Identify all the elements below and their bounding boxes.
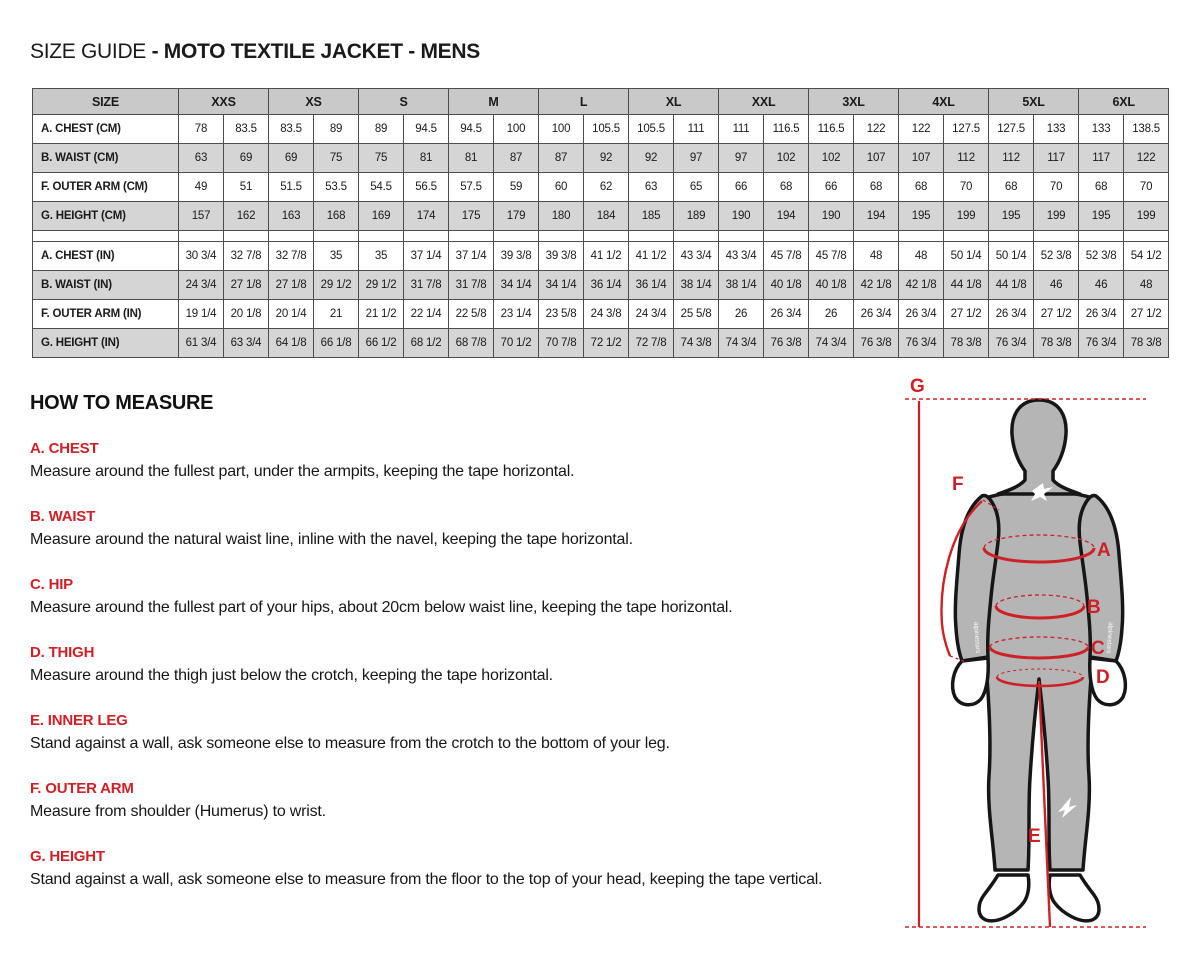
spacer-cell — [449, 231, 494, 242]
table-cell: 31 7/8 — [449, 271, 494, 300]
spacer-cell — [854, 231, 899, 242]
measure-section-heading: A. CHEST — [30, 440, 99, 457]
table-cell: 111 — [674, 115, 719, 144]
figure-label-a: A — [1097, 540, 1111, 561]
table-cell: 100 — [494, 115, 539, 144]
table-cell: 48 — [854, 242, 899, 271]
table-cell: 105.5 — [629, 115, 674, 144]
spacer-cell — [1124, 231, 1169, 242]
table-cell: 127.5 — [989, 115, 1034, 144]
table-cell: 24 3/4 — [629, 300, 674, 329]
right-forearm-logo: alpinestars — [1104, 621, 1114, 654]
table-cell: 194 — [854, 202, 899, 231]
table-cell: 87 — [539, 144, 584, 173]
table-cell: 19 1/4 — [179, 300, 224, 329]
measure-section-heading: F. OUTER ARM — [30, 780, 134, 797]
table-cell: 51 — [224, 173, 269, 202]
table-cell: 26 — [809, 300, 854, 329]
table-cell: 175 — [449, 202, 494, 231]
table-cell: 76 3/4 — [989, 329, 1034, 358]
table-cell: 87 — [494, 144, 539, 173]
table-cell: 117 — [1034, 144, 1079, 173]
row-label: G. HEIGHT (CM) — [33, 202, 179, 231]
table-cell: 45 7/8 — [809, 242, 854, 271]
spacer-cell — [719, 231, 764, 242]
measure-section-text: Measure around the natural waist line, inline with the navel, keeping the tape horizontal. — [30, 531, 633, 548]
table-cell: 68 — [989, 173, 1034, 202]
table-cell: 157 — [179, 202, 224, 231]
table-cell: 116.5 — [809, 115, 854, 144]
table-cell: 65 — [674, 173, 719, 202]
size-header-3xl: 3XL — [809, 89, 899, 115]
table-cell: 78 3/8 — [944, 329, 989, 358]
table-cell: 66 1/8 — [314, 329, 359, 358]
size-table — [32, 88, 1169, 358]
size-header-l: L — [539, 89, 629, 115]
table-cell: 44 1/8 — [944, 271, 989, 300]
measure-section — [30, 848, 900, 891]
table-cell: 26 3/4 — [989, 300, 1034, 329]
table-cell: 74 3/4 — [719, 329, 764, 358]
spacer-cell — [989, 231, 1034, 242]
table-cell: 48 — [1124, 271, 1169, 300]
figure-label-b: B — [1087, 597, 1101, 618]
table-cell: 133 — [1079, 115, 1124, 144]
table-cell: 53.5 — [314, 173, 359, 202]
size-header-5xl: 5XL — [989, 89, 1079, 115]
table-cell: 26 3/4 — [764, 300, 809, 329]
table-cell: 107 — [899, 144, 944, 173]
table-cell: 26 3/4 — [854, 300, 899, 329]
table-cell: 74 3/8 — [674, 329, 719, 358]
table-row — [33, 271, 1169, 300]
table-cell: 27 1/2 — [1124, 300, 1169, 329]
table-cell: 70 — [1124, 173, 1169, 202]
table-cell: 22 5/8 — [449, 300, 494, 329]
table-cell: 74 3/4 — [809, 329, 854, 358]
table-cell: 76 3/8 — [854, 329, 899, 358]
size-column-header: SIZE — [33, 89, 179, 115]
spacer-cell — [539, 231, 584, 242]
left-forearm-logo: alpinestars — [972, 621, 982, 654]
body-left-foot — [979, 875, 1029, 921]
table-cell: 68 — [1079, 173, 1124, 202]
table-cell: 32 7/8 — [269, 242, 314, 271]
table-cell: 59 — [494, 173, 539, 202]
table-cell: 185 — [629, 202, 674, 231]
measure-section — [30, 780, 900, 823]
row-label: A. CHEST (CM) — [33, 115, 179, 144]
table-cell: 199 — [1124, 202, 1169, 231]
table-cell: 194 — [764, 202, 809, 231]
table-cell: 44 1/8 — [989, 271, 1034, 300]
table-cell: 94.5 — [449, 115, 494, 144]
table-cell: 35 — [314, 242, 359, 271]
table-cell: 66 1/2 — [359, 329, 404, 358]
table-cell: 38 1/4 — [674, 271, 719, 300]
table-cell: 69 — [269, 144, 314, 173]
table-cell: 69 — [224, 144, 269, 173]
table-cell: 32 7/8 — [224, 242, 269, 271]
table-cell: 122 — [854, 115, 899, 144]
table-cell: 97 — [674, 144, 719, 173]
table-cell: 29 1/2 — [314, 271, 359, 300]
table-cell: 30 3/4 — [179, 242, 224, 271]
table-cell: 76 3/4 — [1079, 329, 1124, 358]
table-cell: 25 5/8 — [674, 300, 719, 329]
table-cell: 40 1/8 — [809, 271, 854, 300]
spacer-cell — [33, 231, 179, 242]
spacer-cell — [1034, 231, 1079, 242]
measure-section-heading: C. HIP — [30, 576, 73, 593]
table-cell: 78 — [179, 115, 224, 144]
measure-sections — [30, 440, 900, 891]
table-cell: 26 — [719, 300, 764, 329]
table-cell: 34 1/4 — [494, 271, 539, 300]
table-cell: 72 1/2 — [584, 329, 629, 358]
table-cell: 20 1/4 — [269, 300, 314, 329]
table-cell: 100 — [539, 115, 584, 144]
table-cell: 195 — [989, 202, 1034, 231]
figure-label-f: F — [952, 474, 964, 495]
table-cell: 20 1/8 — [224, 300, 269, 329]
table-cell: 54.5 — [359, 173, 404, 202]
table-cell: 70 1/2 — [494, 329, 539, 358]
table-cell: 97 — [719, 144, 764, 173]
table-cell: 78 3/8 — [1034, 329, 1079, 358]
table-cell: 189 — [674, 202, 719, 231]
table-cell: 117 — [1079, 144, 1124, 173]
table-cell: 111 — [719, 115, 764, 144]
table-cell: 190 — [719, 202, 764, 231]
spacer-cell — [314, 231, 359, 242]
table-row — [33, 242, 1169, 271]
table-cell: 179 — [494, 202, 539, 231]
table-cell: 68 7/8 — [449, 329, 494, 358]
table-row — [33, 115, 1169, 144]
spacer-cell — [269, 231, 314, 242]
table-cell: 92 — [584, 144, 629, 173]
spacer-cell — [224, 231, 269, 242]
table-cell: 78 3/8 — [1124, 329, 1169, 358]
table-cell: 122 — [1124, 144, 1169, 173]
row-label: B. WAIST (IN) — [33, 271, 179, 300]
table-cell: 45 7/8 — [764, 242, 809, 271]
table-cell: 64 1/8 — [269, 329, 314, 358]
table-cell: 94.5 — [404, 115, 449, 144]
row-label: G. HEIGHT (IN) — [33, 329, 179, 358]
table-row — [33, 144, 1169, 173]
table-cell: 43 3/4 — [719, 242, 764, 271]
table-cell: 52 3/8 — [1079, 242, 1124, 271]
figure-label-e: E — [1028, 826, 1041, 847]
size-header-xxl: XXL — [719, 89, 809, 115]
table-spacer-row — [33, 231, 1169, 242]
body-left-hand — [953, 658, 989, 705]
table-cell: 163 — [269, 202, 314, 231]
table-cell: 89 — [359, 115, 404, 144]
table-cell: 76 3/8 — [764, 329, 809, 358]
table-cell: 102 — [764, 144, 809, 173]
spacer-cell — [584, 231, 629, 242]
table-cell: 42 1/8 — [899, 271, 944, 300]
measure-section-text: Measure around the fullest part of your hips, about 20cm below waist line, keeping the tape horizontal. — [30, 599, 733, 616]
measure-section-heading: D. THIGH — [30, 644, 95, 661]
table-cell: 75 — [359, 144, 404, 173]
size-header-s: S — [359, 89, 449, 115]
table-cell: 27 1/8 — [224, 271, 269, 300]
measure-section-text: Measure around the fullest part, under the armpits, keeping the tape horizontal. — [30, 463, 575, 480]
page-title — [30, 40, 480, 64]
table-cell: 43 3/4 — [674, 242, 719, 271]
size-header-m: M — [449, 89, 539, 115]
measure-section-text: Stand against a wall, ask someone else to measure from the crotch to the bottom of your leg. — [30, 735, 670, 752]
table-cell: 37 1/4 — [449, 242, 494, 271]
table-cell: 63 3/4 — [224, 329, 269, 358]
figure-label-d: D — [1096, 667, 1110, 688]
measure-section-text: Measure from shoulder (Humerus) to wrist. — [30, 803, 326, 820]
figure-label-g: G — [910, 376, 925, 397]
spacer-cell — [629, 231, 674, 242]
spacer-cell — [809, 231, 854, 242]
spacer-cell — [1079, 231, 1124, 242]
table-cell: 70 — [1034, 173, 1079, 202]
table-cell: 180 — [539, 202, 584, 231]
table-cell: 50 1/4 — [989, 242, 1034, 271]
table-cell: 62 — [584, 173, 629, 202]
page-title-bold: - MOTO TEXTILE JACKET - MENS — [151, 40, 480, 63]
spacer-cell — [179, 231, 224, 242]
spacer-cell — [944, 231, 989, 242]
table-cell: 83.5 — [269, 115, 314, 144]
table-cell: 50 1/4 — [944, 242, 989, 271]
spacer-cell — [674, 231, 719, 242]
measure-section — [30, 712, 900, 755]
measure-section-heading: E. INNER LEG — [30, 712, 128, 729]
table-cell: 31 7/8 — [404, 271, 449, 300]
body-head — [998, 400, 1080, 494]
table-cell: 112 — [989, 144, 1034, 173]
table-cell: 195 — [899, 202, 944, 231]
table-cell: 66 — [719, 173, 764, 202]
table-cell: 116.5 — [764, 115, 809, 144]
table-cell: 26 3/4 — [899, 300, 944, 329]
measure-section-heading: B. WAIST — [30, 508, 96, 525]
table-cell: 57.5 — [449, 173, 494, 202]
measure-section-text: Stand against a wall, ask someone else to measure from the floor to the top of your head, keeping the tape vertical. — [30, 871, 823, 888]
size-header-6xl: 6XL — [1079, 89, 1169, 115]
table-cell: 52 3/8 — [1034, 242, 1079, 271]
table-row — [33, 202, 1169, 231]
table-cell: 133 — [1034, 115, 1079, 144]
table-cell: 68 1/2 — [404, 329, 449, 358]
table-cell: 39 3/8 — [539, 242, 584, 271]
table-cell: 92 — [629, 144, 674, 173]
table-cell: 46 — [1079, 271, 1124, 300]
table-cell: 112 — [944, 144, 989, 173]
table-cell: 37 1/4 — [404, 242, 449, 271]
table-cell: 102 — [809, 144, 854, 173]
size-header-4xl: 4XL — [899, 89, 989, 115]
body-right-foot — [1049, 875, 1099, 921]
table-row — [33, 300, 1169, 329]
measure-section-text: Measure around the thigh just below the crotch, keeping the tape horizontal. — [30, 667, 553, 684]
measure-section — [30, 576, 900, 619]
table-cell: 66 — [809, 173, 854, 202]
table-cell: 23 5/8 — [539, 300, 584, 329]
table-cell: 68 — [764, 173, 809, 202]
table-cell: 21 — [314, 300, 359, 329]
table-cell: 49 — [179, 173, 224, 202]
row-label: F. OUTER ARM (CM) — [33, 173, 179, 202]
table-cell: 199 — [944, 202, 989, 231]
table-cell: 48 — [899, 242, 944, 271]
body-figure-svg — [898, 370, 1162, 956]
table-cell: 83.5 — [224, 115, 269, 144]
row-label: B. WAIST (CM) — [33, 144, 179, 173]
table-cell: 36 1/4 — [584, 271, 629, 300]
size-header-xs: XS — [269, 89, 359, 115]
table-cell: 81 — [449, 144, 494, 173]
how-to-measure-heading: HOW TO MEASURE — [30, 392, 214, 414]
spacer-cell — [899, 231, 944, 242]
page-title-regular: SIZE GUIDE — [30, 40, 152, 63]
table-cell: 70 — [944, 173, 989, 202]
table-cell: 184 — [584, 202, 629, 231]
table-cell: 27 1/2 — [944, 300, 989, 329]
size-table-header-row — [33, 89, 1169, 115]
table-cell: 54 1/2 — [1124, 242, 1169, 271]
table-cell: 63 — [179, 144, 224, 173]
table-cell: 23 1/4 — [494, 300, 539, 329]
table-cell: 107 — [854, 144, 899, 173]
table-cell: 63 — [629, 173, 674, 202]
table-cell: 122 — [899, 115, 944, 144]
table-cell: 199 — [1034, 202, 1079, 231]
measure-section — [30, 440, 900, 483]
table-cell: 24 3/8 — [584, 300, 629, 329]
table-cell: 39 3/8 — [494, 242, 539, 271]
table-cell: 75 — [314, 144, 359, 173]
table-cell: 36 1/4 — [629, 271, 674, 300]
table-cell: 162 — [224, 202, 269, 231]
how-to-measure-block — [30, 392, 900, 891]
table-cell: 40 1/8 — [764, 271, 809, 300]
table-cell: 42 1/8 — [854, 271, 899, 300]
table-cell: 138.5 — [1124, 115, 1169, 144]
table-cell: 35 — [359, 242, 404, 271]
table-cell: 127.5 — [944, 115, 989, 144]
table-cell: 168 — [314, 202, 359, 231]
table-cell: 51.5 — [269, 173, 314, 202]
spacer-cell — [494, 231, 539, 242]
spacer-cell — [404, 231, 449, 242]
row-label: A. CHEST (IN) — [33, 242, 179, 271]
table-cell: 38 1/4 — [719, 271, 764, 300]
table-cell: 26 3/4 — [1079, 300, 1124, 329]
table-cell: 195 — [1079, 202, 1124, 231]
table-cell: 34 1/4 — [539, 271, 584, 300]
spacer-cell — [359, 231, 404, 242]
table-row — [33, 173, 1169, 202]
table-cell: 190 — [809, 202, 854, 231]
body-measurement-figure — [898, 370, 1162, 956]
table-cell: 56.5 — [404, 173, 449, 202]
measure-section — [30, 644, 900, 687]
size-header-xxs: XXS — [179, 89, 269, 115]
table-cell: 70 7/8 — [539, 329, 584, 358]
table-cell: 21 1/2 — [359, 300, 404, 329]
table-cell: 174 — [404, 202, 449, 231]
table-cell: 29 1/2 — [359, 271, 404, 300]
size-header-xl: XL — [629, 89, 719, 115]
table-cell: 72 7/8 — [629, 329, 674, 358]
table-cell: 61 3/4 — [179, 329, 224, 358]
table-cell: 22 1/4 — [404, 300, 449, 329]
table-cell: 89 — [314, 115, 359, 144]
table-cell: 105.5 — [584, 115, 629, 144]
table-row — [33, 329, 1169, 358]
table-cell: 81 — [404, 144, 449, 173]
table-cell: 27 1/2 — [1034, 300, 1079, 329]
table-cell: 24 3/4 — [179, 271, 224, 300]
table-cell: 68 — [899, 173, 944, 202]
table-cell: 41 1/2 — [584, 242, 629, 271]
spacer-cell — [764, 231, 809, 242]
measure-section — [30, 508, 900, 551]
table-cell: 41 1/2 — [629, 242, 674, 271]
figure-label-c: C — [1091, 638, 1105, 659]
table-cell: 68 — [854, 173, 899, 202]
table-cell: 169 — [359, 202, 404, 231]
table-cell: 46 — [1034, 271, 1079, 300]
table-cell: 76 3/4 — [899, 329, 944, 358]
table-cell: 60 — [539, 173, 584, 202]
measure-section-heading: G. HEIGHT — [30, 848, 105, 865]
table-cell: 27 1/8 — [269, 271, 314, 300]
row-label: F. OUTER ARM (IN) — [33, 300, 179, 329]
